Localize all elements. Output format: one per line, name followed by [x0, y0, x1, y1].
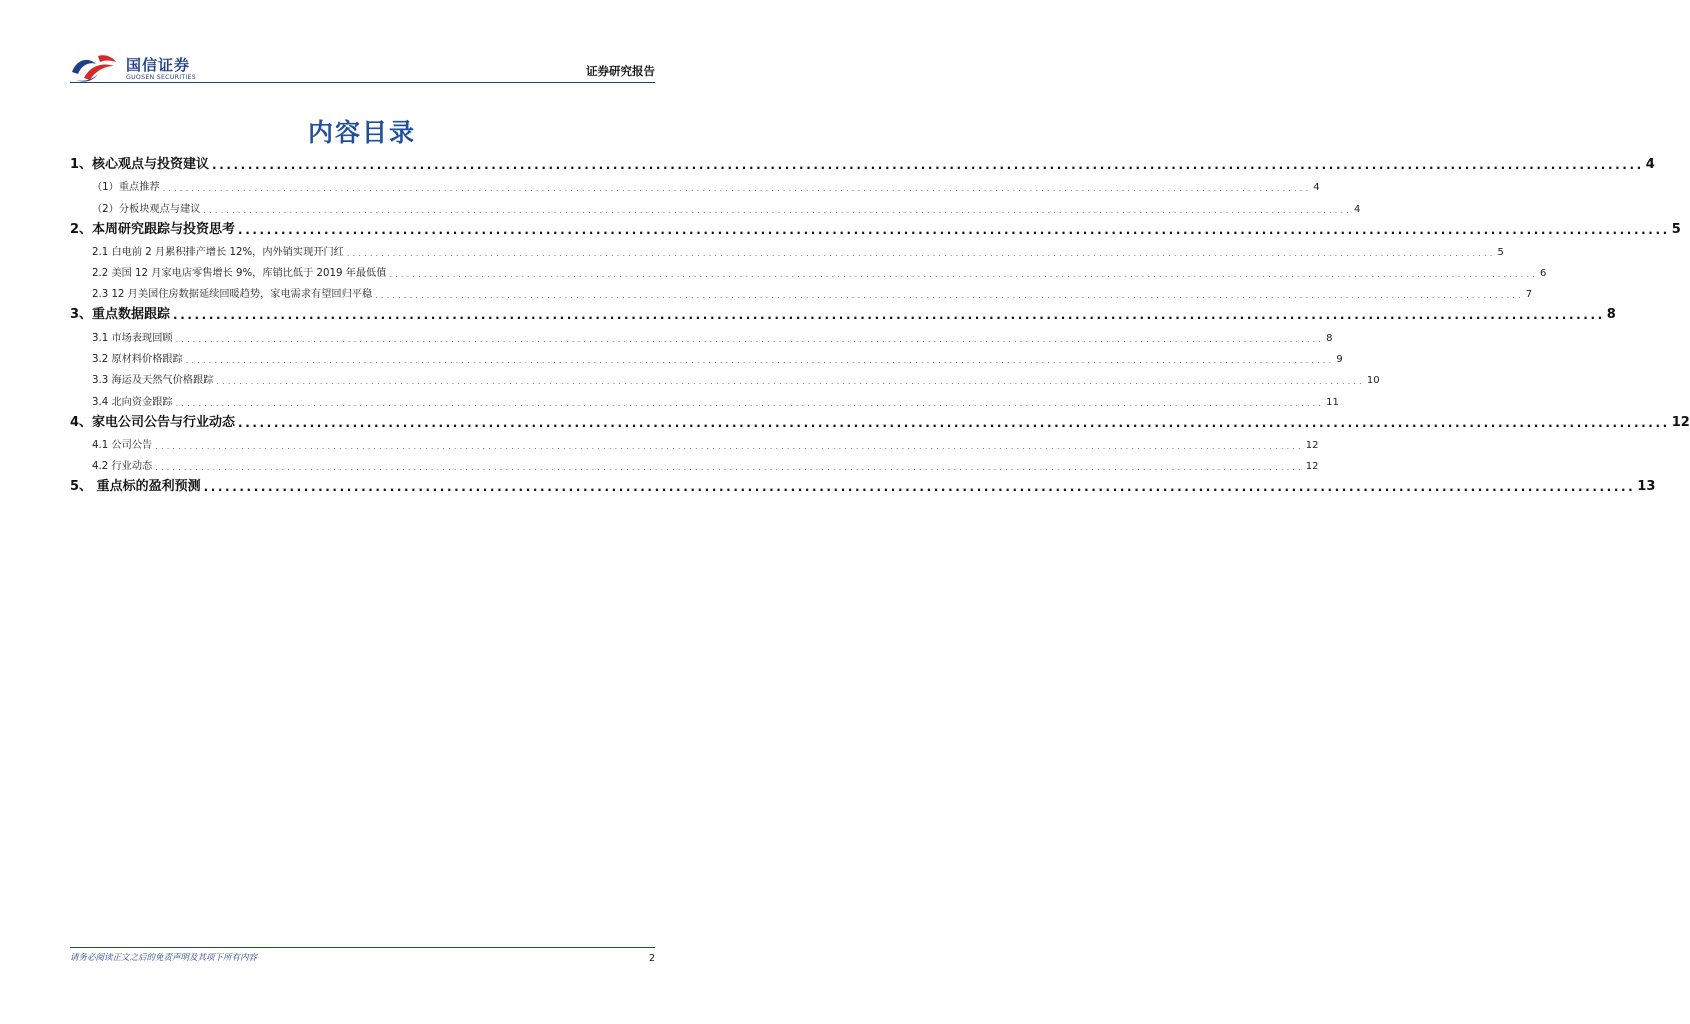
toc-dot-leader: ........................................................................................................................................................................................................: [155, 463, 1304, 473]
toc-entry-label: 4.1 公司公告: [92, 439, 153, 451]
toc-section-entry[interactable]: [70, 412, 1690, 430]
toc-entry-page: 5: [1497, 246, 1504, 258]
table-of-contents: [70, 154, 1690, 495]
toc-entry-page: 7: [1525, 289, 1533, 301]
logo-chinese-name: 国信证券: [126, 56, 191, 74]
report-type-label: 证券研究报告: [586, 64, 655, 78]
toc-entry-label: 3、重点数据跟踪: [70, 307, 171, 323]
toc-dot-leader: ........................................................................................................................................................................................................: [238, 222, 1670, 237]
toc-subsection-entry[interactable]: [70, 369, 1380, 387]
toc-entry-label: 1、核心观点与投资建议: [70, 157, 210, 172]
toc-entry-page: 12: [1305, 439, 1319, 451]
toc-entry-page: 8: [1606, 307, 1616, 323]
toc-entry-label: 2、本周研究跟踪与投资思考: [70, 221, 236, 237]
toc-subsection-entry[interactable]: [70, 434, 1319, 451]
toc-subsection-entry[interactable]: [70, 391, 1339, 408]
toc-entry-page: 11: [1326, 396, 1339, 408]
toc-dot-leader: ........................................................................................................................................................................................................: [238, 415, 1670, 430]
toc-subsection-entry[interactable]: [70, 198, 1361, 215]
toc-dot-leader: ........................................................................................................................................................................................................: [175, 398, 1325, 408]
toc-entry-label: 3.1 市场表现回顾: [92, 332, 173, 344]
toc-subsection-entry[interactable]: [70, 262, 1547, 280]
toc-entry-label: （1）重点推荐: [92, 182, 160, 194]
toc-entry-page: 13: [1637, 479, 1656, 495]
toc-entry-page: 4: [1353, 203, 1361, 215]
page-header: [0, 0, 724, 90]
toc-entry-page: 8: [1326, 332, 1333, 344]
toc-entry-page: 12: [1305, 461, 1319, 473]
toc-subsection-entry[interactable]: [70, 348, 1343, 366]
toc-entry-page: 5: [1671, 221, 1681, 237]
footer-divider: [70, 947, 655, 948]
toc-dot-leader: ........................................................................................................................................................................................................: [185, 356, 1335, 366]
toc-entry-page: 12: [1671, 414, 1690, 430]
toc-dot-leader: ........................................................................................................................................................................................................: [346, 248, 1496, 258]
guosen-logo-mark-icon: [70, 52, 120, 84]
toc-entry-label: 3.2 原材料价格跟踪: [92, 354, 183, 366]
toc-subsection-entry[interactable]: [70, 241, 1504, 258]
toc-entry-label: 2.2 美国 12 月家电店零售增长 9%，库销比低于 2019 年最低值: [92, 268, 387, 280]
toc-entry-label: 3.4 北向资金跟踪: [92, 396, 173, 408]
toc-entry-label: 2.3 12 月美国住房数据延续回暖趋势，家电需求有望回归平稳: [92, 289, 373, 301]
toc-dot-leader: ........................................................................................................................................................................................................: [389, 270, 1539, 280]
footer-disclaimer: 请务必阅读正文之后的免责声明及其项下所有内容: [70, 953, 258, 963]
toc-entry-page: 9: [1336, 354, 1343, 366]
toc-section-entry[interactable]: [70, 154, 1655, 172]
toc-dot-leader: ........................................................................................................................................................................................................: [375, 291, 1524, 301]
toc-entry-label: 4.2 行业动态: [92, 461, 153, 473]
toc-entry-page: 10: [1366, 375, 1380, 387]
toc-entry-label: 5、 重点标的盈利预测: [70, 479, 201, 495]
toc-dot-leader: ........................................................................................................................................................................................................: [175, 334, 1325, 344]
toc-section-entry[interactable]: [70, 476, 1656, 495]
toc-dot-leader: ........................................................................................................................................................................................................: [162, 184, 1312, 194]
toc-dot-leader: ........................................................................................................................................................................................................: [212, 158, 1644, 172]
header-divider: [70, 82, 655, 83]
toc-dot-leader: ........................................................................................................................................................................................................: [203, 205, 1352, 215]
toc-title: 内容目录: [307, 118, 416, 147]
toc-section-entry[interactable]: [70, 304, 1616, 323]
page-number: 2: [648, 953, 655, 964]
toc-subsection-entry[interactable]: [70, 176, 1320, 194]
toc-dot-leader: ........................................................................................................................................................................................................: [155, 441, 1304, 451]
toc-entry-page: 4: [1313, 182, 1320, 194]
toc-entry-label: 4、家电公司公告与行业动态: [70, 414, 236, 430]
toc-entry-label: 2.1 白电前 2 月累积排产增长 12%，内外销实现开门红: [92, 246, 344, 258]
toc-section-entry[interactable]: [70, 219, 1681, 237]
toc-dot-leader: ........................................................................................................................................................................................................: [173, 308, 1605, 323]
toc-dot-leader: ........................................................................................................................................................................................................: [203, 480, 1636, 495]
toc-subsection-entry[interactable]: [70, 455, 1319, 473]
toc-subsection-entry[interactable]: [70, 283, 1533, 301]
toc-entry-page: 4: [1645, 157, 1655, 172]
toc-subsection-entry[interactable]: [70, 327, 1333, 344]
logo-english-name: GUOSEN SECURITIES: [126, 74, 196, 81]
toc-entry-label: （2）分板块观点与建议: [92, 203, 201, 215]
toc-entry-label: 3.3 海运及天然气价格跟踪: [92, 375, 214, 387]
toc-entry-page: 6: [1540, 268, 1547, 280]
toc-dot-leader: ........................................................................................................................................................................................................: [216, 377, 1365, 387]
